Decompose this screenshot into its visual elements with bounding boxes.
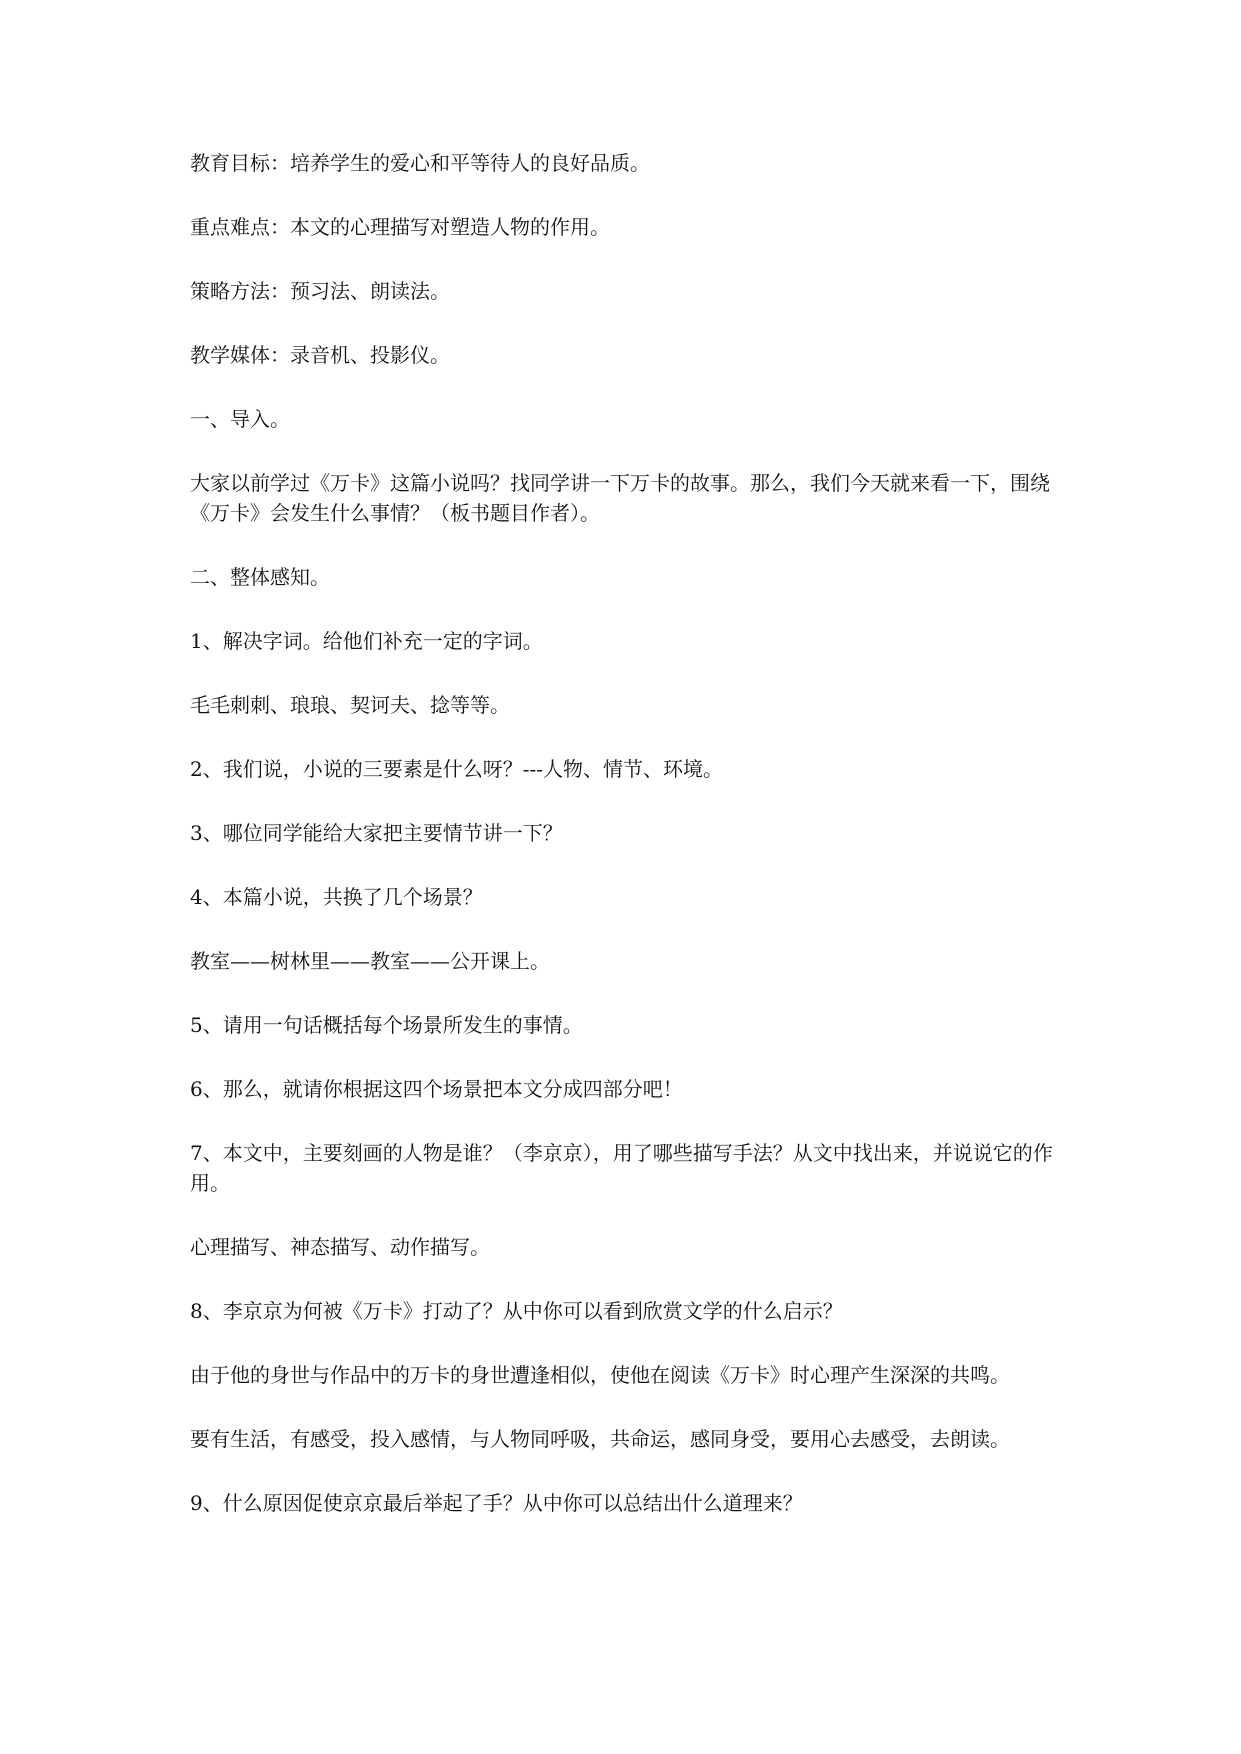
paragraph-media: 教学媒体：录音机、投影仪。: [190, 343, 450, 367]
list-item-8: 8、李京京为何被《万卡》打动了？从中你可以看到欣赏文学的什么启示？: [190, 1299, 843, 1323]
section-heading-overall: 二、整体感知。: [190, 565, 330, 589]
document-body: [190, 148, 1070, 1552]
list-item-9: 9、什么原因促使京京最后举起了手？从中你可以总结出什么道理来？: [190, 1491, 803, 1515]
paragraph-teaching-goal: 教育目标：培养学生的爱心和平等待人的良好品质。: [190, 151, 650, 175]
paragraph-key-difficulty: 重点难点：本文的心理描写对塑造人物的作用。: [190, 215, 610, 239]
list-item-6: 6、那么，就请你根据这四个场景把本文分成四部分吧！: [190, 1077, 683, 1101]
paragraph-words: 毛毛刺刺、琅琅、契诃夫、捻等等。: [190, 693, 510, 717]
paragraph-reading-advice: 要有生活，有感受，投入感情，与人物同呼吸，共命运，感同身受，要用心去感受，去朗读。: [190, 1427, 1010, 1451]
list-item-5: 5、请用一句话概括每个场景所发生的事情。: [190, 1013, 583, 1037]
list-item-7: 7、本文中，主要刻画的人物是谁？（李京京），用了哪些描写手法？从文中找出来，并说说它的作用。: [190, 1141, 1053, 1195]
paragraph-intro-text: 大家以前学过《万卡》这篇小说吗？找同学讲一下万卡的故事。那么，我们今天就来看一下，围绕《万卡》会发生什么事情？（板书题目作者）。: [190, 471, 1050, 525]
section-heading-intro: 一、导入。: [190, 407, 290, 431]
paragraph-scenes: 教室——树林里——教室——公开课上。: [190, 949, 550, 973]
paragraph-resonance: 由于他的身世与作品中的万卡的身世遭逢相似，使他在阅读《万卡》时心理产生深深的共鸣。: [190, 1363, 1010, 1387]
paragraph-description-types: 心理描写、神态描写、动作描写。: [190, 1235, 490, 1259]
list-item-2: 2、我们说，小说的三要素是什么呀？---人物、情节、环境。: [190, 757, 723, 781]
list-item-1: 1、解决字词。给他们补充一定的字词。: [190, 629, 543, 653]
list-item-3: 3、哪位同学能给大家把主要情节讲一下？: [190, 821, 563, 845]
paragraph-strategy: 策略方法：预习法、朗读法。: [190, 279, 450, 303]
list-item-4: 4、本篇小说，共换了几个场景？: [190, 885, 483, 909]
